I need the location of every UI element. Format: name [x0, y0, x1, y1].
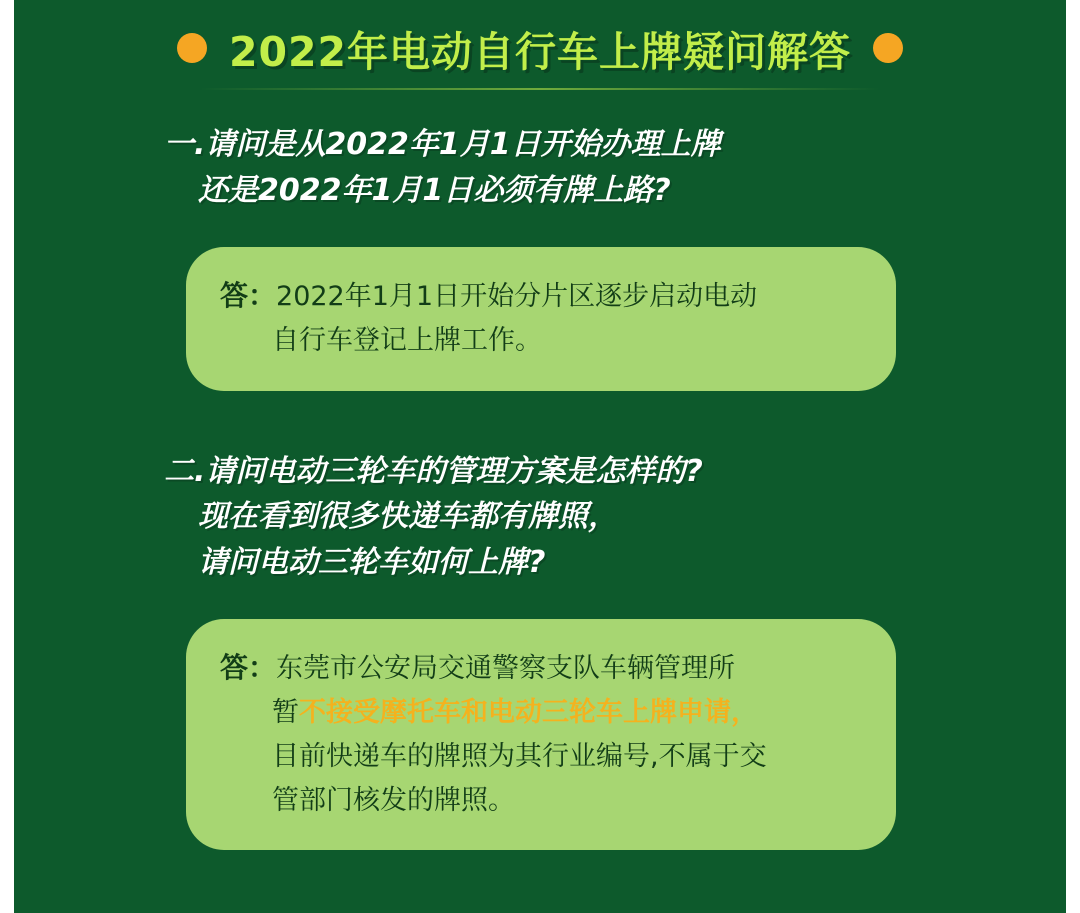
answer-card: [186, 247, 896, 390]
answer-block: [220, 273, 862, 362]
answer-text: 东莞市公安局交通警察支队车辆管理所: [276, 653, 736, 685]
orange-dot-icon-right: [873, 33, 903, 63]
faq-item: [164, 449, 916, 851]
answer-text: 2022年1月1日开始分片区逐步启动电动: [276, 281, 758, 313]
answer-label: 答：: [220, 279, 277, 313]
answer-line: [220, 645, 862, 691]
orange-dot-icon-left: [177, 33, 207, 63]
answer-label: 答：: [220, 651, 277, 685]
section-spacer: [164, 391, 916, 449]
answer-line: 管部门核发的牌照。: [272, 784, 515, 816]
question-block: [164, 122, 916, 213]
answer-card: [186, 619, 896, 850]
answer-line: [220, 273, 862, 319]
question-block: [164, 449, 916, 586]
question-line: 二.请问电动三轮车的管理方案是怎样的?: [164, 453, 703, 489]
answer-line: 自行车登记上牌工作。: [272, 324, 542, 356]
poster-inner: [14, 0, 1066, 913]
faq-content: [14, 96, 1066, 850]
answer-highlight: 不接受摩托车和电动三轮车上牌申请，: [299, 697, 758, 729]
answer-block: [220, 645, 862, 822]
left-margin: [0, 0, 14, 913]
question-line: 现在看到很多快递车都有牌照，: [198, 499, 618, 535]
right-margin: [1066, 0, 1080, 913]
header-divider: [200, 88, 880, 90]
answer-line: 目前快递车的牌照为其行业编号,不属于交: [272, 740, 767, 772]
question-line: 请问电动三轮车如何上牌?: [198, 544, 546, 580]
faq-item: [164, 122, 916, 391]
question-line: 一.请问是从2022年1月1日开始办理上牌: [164, 127, 721, 162]
poster-header: [14, 0, 1066, 96]
question-line: 还是2022年1月1日必须有牌上路?: [198, 172, 671, 208]
answer-line: [220, 691, 862, 735]
answer-text: 暂: [272, 697, 299, 729]
page-title: 2022年电动自行车上牌疑问解答: [228, 27, 852, 76]
